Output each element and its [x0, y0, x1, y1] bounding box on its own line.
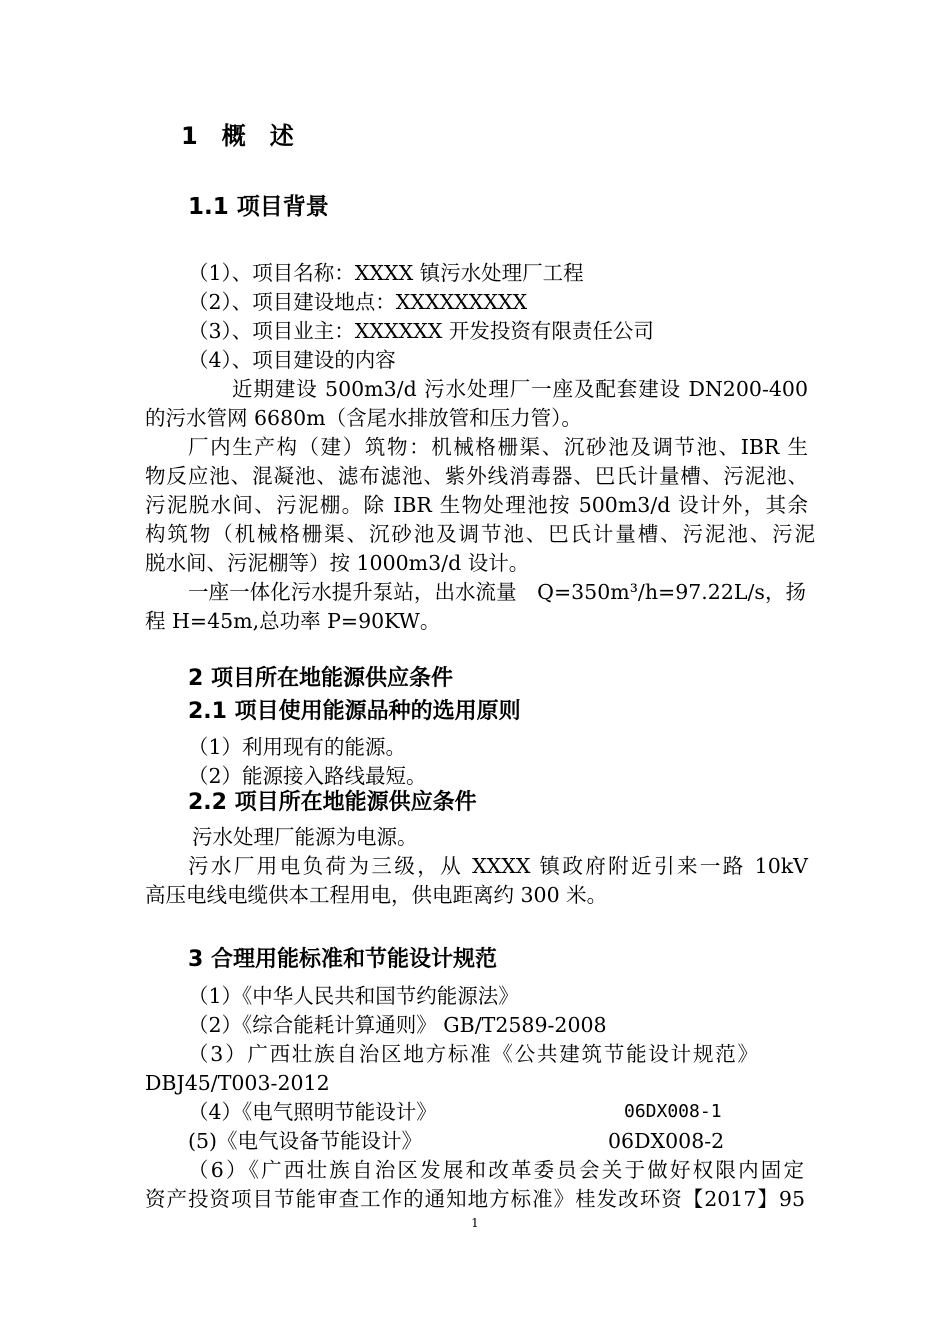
page-number: 1: [471, 1216, 479, 1230]
background-para1-line1: 近期建设 500m3/d 污水处理厂一座及配套建设 DN200-400: [232, 377, 808, 401]
background-para3-line2: 程 H=45m,总功率 P=90KW。: [145, 609, 441, 633]
background-item-1: （1）、项目名称：XXXX 镇污水处理厂工程: [188, 261, 584, 285]
standard-item-6-line-2: 资产投资项目节能审查工作的通知地方标准》桂发改环资【2017】95: [145, 1187, 805, 1211]
heading-1-1: 1.1 项目背景: [188, 194, 329, 220]
standard-item-3-line-2: DBJ45/T003-2012: [145, 1071, 330, 1095]
background-item-3: （3）、项目业主：XXXXXX 开发投资有限责任公司: [188, 319, 654, 343]
standard-item-5-title: (5)《电气设备节能设计》: [188, 1129, 423, 1153]
standard-item-1: （1）《中华人民共和国节约能源法》: [188, 984, 519, 1008]
standard-item-3-line-1: （3）广西壮族自治区地方标准《公共建筑节能设计规范》: [188, 1042, 758, 1066]
heading-3: 3 合理用能标准和节能设计规范: [188, 947, 497, 972]
background-para2-line5: 脱水间、污泥棚等）按 1000m3/d 设计。: [145, 551, 530, 575]
background-item-4: （4）、项目建设的内容: [188, 348, 396, 372]
standard-item-6-line-1: （6）《广西壮族自治区发展和改革委员会关于做好权限内固定: [188, 1158, 804, 1182]
principle-item-2: （2）能源接入路线最短。: [188, 764, 427, 788]
heading-2-1: 2.1 项目使用能源品种的选用原则: [188, 699, 521, 724]
standard-item-2: （2）《综合能耗计算通则》 GB/T2589-2008: [188, 1013, 607, 1037]
background-para2-line4: 构筑物（机械格栅渠、沉砂池及调节池、巴氏计量槽、污泥池、污泥: [145, 522, 815, 546]
background-para3-line1: 一座一体化污水提升泵站，出水流量 Q=350m³/h=97.22L/s，扬: [188, 580, 806, 604]
supply-line-2: 污水厂用电负荷为三级，从 XXXX 镇政府附近引来一路 10kV: [188, 854, 808, 878]
background-para1-line2: 的污水管网 6680m（含尾水排放管和压力管）。: [145, 406, 582, 430]
heading-2: 2 项目所在地能源供应条件: [188, 666, 453, 691]
background-para2-line2: 物反应池、混凝池、滤布滤池、紫外线消毒器、巴氏计量槽、污泥池、: [145, 464, 808, 488]
background-para2-line3: 污泥脱水间、污泥棚。除 IBR 生物处理池按 500m3/d 设计外，其余: [145, 493, 808, 517]
background-para2-line1: 厂内生产构（建）筑物：机械格栅渠、沉砂池及调节池、IBR 生: [188, 435, 808, 459]
standard-item-4-code: 06DX008-1: [624, 1101, 722, 1122]
heading-2-2: 2.2 项目所在地能源供应条件: [188, 790, 477, 815]
background-item-2: （2）、项目建设地点：XXXXXXXXX: [188, 290, 528, 314]
principle-item-1: （1）利用现有的能源。: [188, 735, 407, 759]
standard-item-4-title: （4）《电气照明节能设计》: [188, 1100, 437, 1124]
supply-line-1: 污水处理厂能源为电源。: [192, 825, 418, 849]
supply-line-3: 高压电线电缆供本工程用电，供电距离约 300 米。: [145, 883, 608, 907]
standard-item-5-code: 06DX008-2: [608, 1129, 725, 1153]
heading-1: 1 概 述: [181, 122, 294, 150]
